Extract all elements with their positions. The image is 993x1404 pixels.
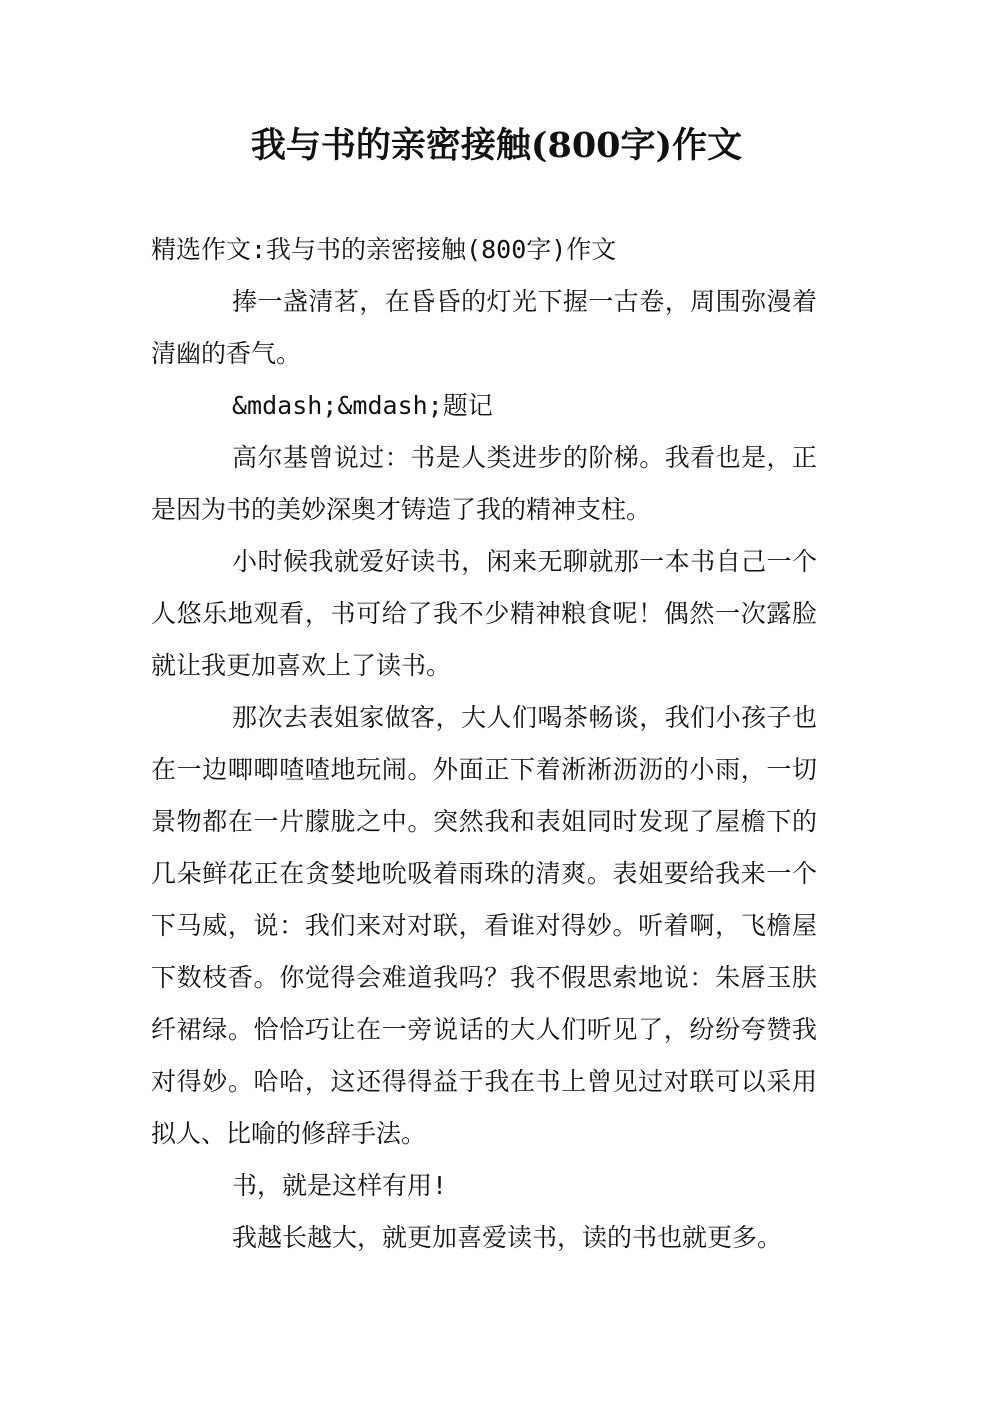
- paragraph-books-useful: 书，就是这样有用!: [232, 1171, 448, 1200]
- paragraph-gorky-quote: 高尔基曾说过：书是人类进步的阶梯。我看也是，正是因为书的美妙深奥才铸造了我的精神支柱。: [151, 443, 817, 524]
- paragraph-couplet-story: 那次去表姐家做客，大人们喝茶畅谈，我们小孩子也在一边唧唧喳喳地玩闹。外面正下着淅淅沥沥的小雨，一切景物都在一片朦胧之中。突然我和表姐同时发现了屋檐下的几朵鲜花正在贪婪地吮吸着雨珠的清爽。表姐要给我来一个下马威，说：我们来对对联，看谁对得妙。听着啊，飞檐屋下数枝香。你觉得会难道我吗？我不假思索地说：朱唇玉肤纤裙绿。恰恰巧让在一旁说话的大人们听见了，纷纷夸赞我对得妙。哈哈，这还得得益于我在书上曾见过对联可以采用拟人、比喻的修辞手法。: [151, 703, 817, 1148]
- paragraph-childhood: 小时候我就爱好读书，闲来无聊就那一本书自己一个人悠乐地观看，书可给了我不少精神粮食呢！偶然一次露脸就让我更加喜欢上了读书。: [151, 547, 817, 680]
- document-body: [151, 224, 817, 1264]
- paragraph-source-line: 精选作文:我与书的亲密接触(800字)作文: [151, 235, 617, 264]
- paragraph-growing-up: 我越长越大，就更加喜爱读书，读的书也就更多。: [232, 1223, 783, 1252]
- document-title: 我与书的亲密接触(800字)作文: [250, 125, 743, 166]
- paragraph-epigraph: 捧一盏清茗，在昏昏的灯光下握一古卷，周围弥漫着清幽的香气。: [151, 287, 817, 368]
- paragraph-epigraph-attribution: &mdash;&mdash;题记: [232, 391, 493, 420]
